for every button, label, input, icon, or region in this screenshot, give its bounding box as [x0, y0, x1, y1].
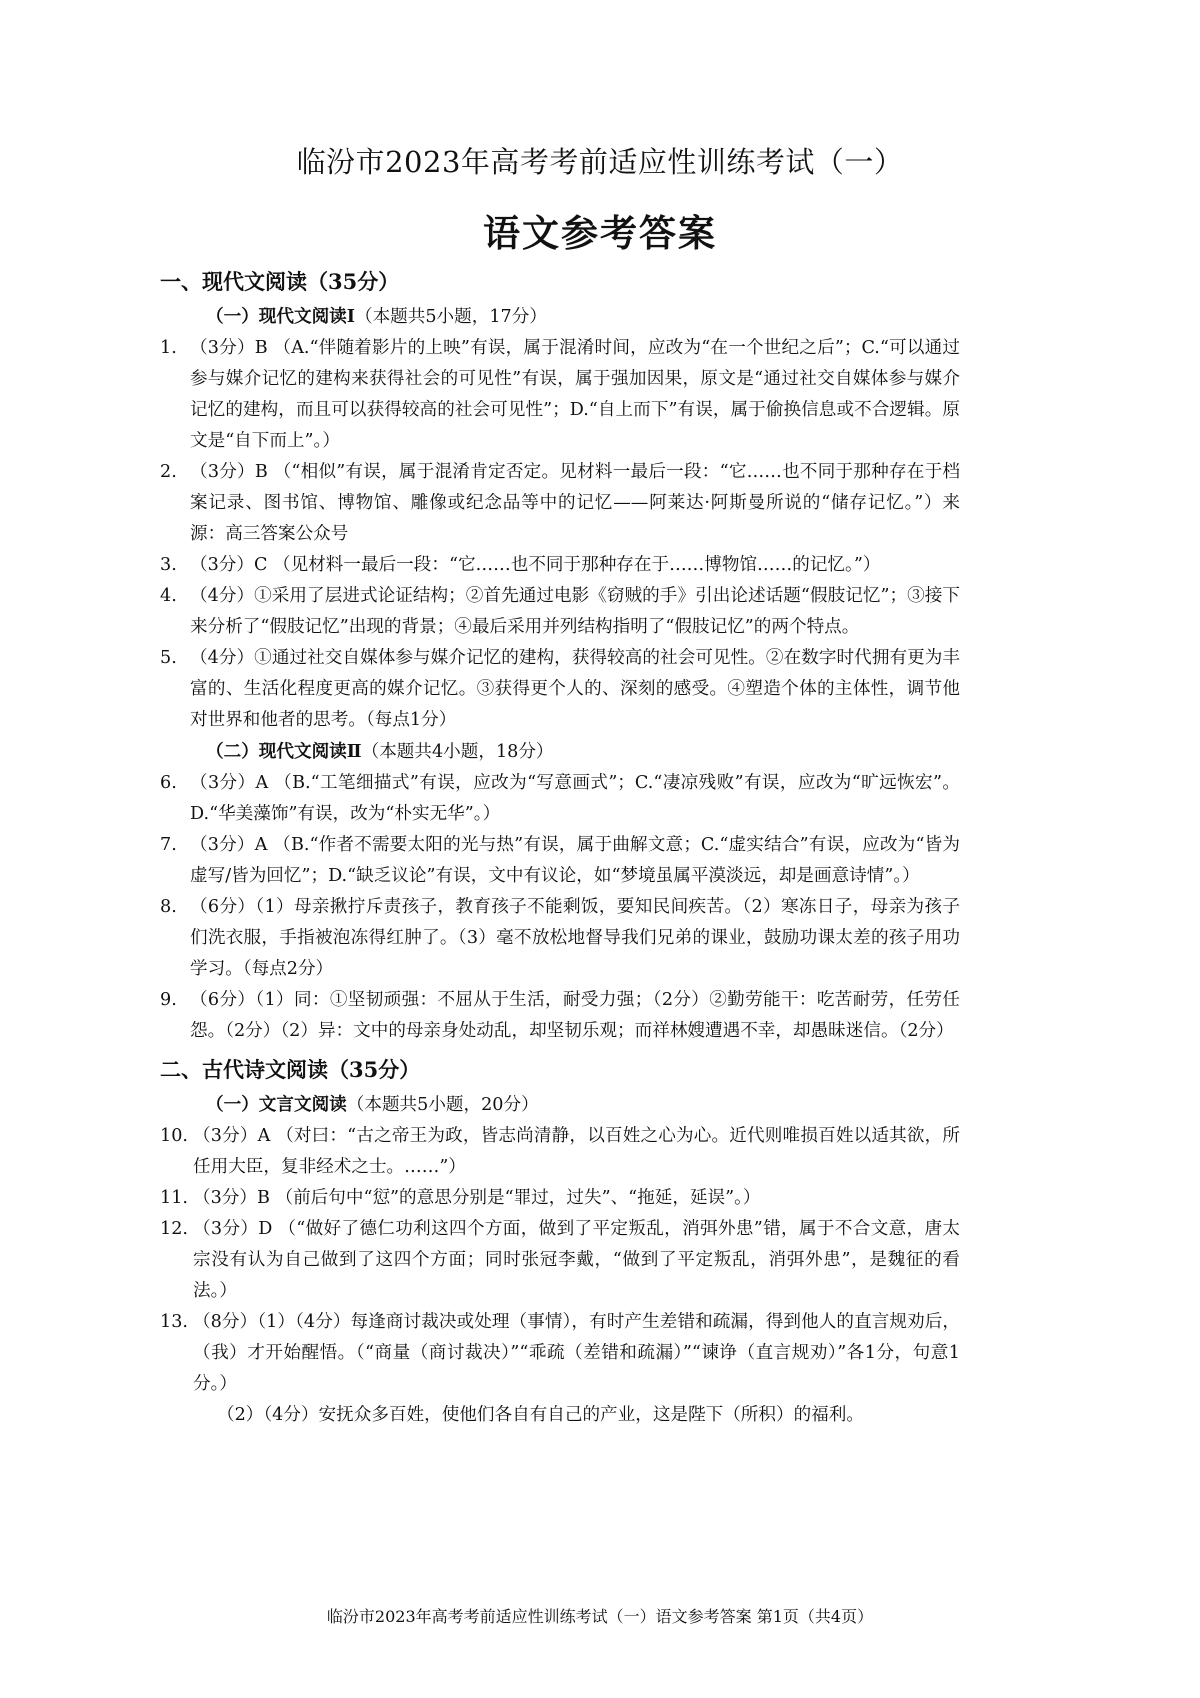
answer-number: 1. — [160, 338, 177, 358]
document-title: 临汾市2023年高考考前适应性训练考试（一） — [296, 145, 904, 179]
subsection-heading — [160, 301, 960, 333]
answer-text: （3分）A （B.“作者不需要太阳的光与热”有误，属于曲解文意；C.“虚实结合”有误，应改为“皆为虚写/皆为回忆”；D.“缺乏议论”有误，文中有议论，如“梦境虽属平漠淡远，却是画意诗情”。） — [190, 835, 960, 886]
subsection-note: （本题共5小题，20分） — [346, 1095, 539, 1115]
answer-text: （3分）D （“做好了德仁功利这四个方面，做到了平定叛乱，消弭外患”错，属于不合文意，唐太宗没有认为自己做到了这四个方面；同时张冠李戴，“做到了平定叛乱，消弭外患”，是魏征的看法。） — [193, 1219, 960, 1301]
answer-text: （3分）A （对曰：“古之帝王为政，皆志尚清静，以百姓之心为心。近代则唯损百姓以适其欲，所任用大臣，复非经术之士。……”） — [193, 1126, 960, 1177]
answer-item — [160, 768, 960, 830]
answer-number: 8. — [160, 897, 177, 917]
answer-subpart: （2）（4分）安抚众多百姓，使他们各自有自己的产业，这是陛下（所积）的福利。 — [217, 1405, 864, 1425]
subsection-label: （一）文言文阅读 — [206, 1094, 347, 1115]
answer-number: 5. — [160, 648, 177, 668]
answer-item — [160, 333, 960, 457]
answer-text: （8分）（1）（4分）每逢商讨裁决或处理（事情），有时产生差错和疏漏，得到他人的直言规劝后，（我）才开始醒悟。（“商量（商讨裁决）”“乖疏（差错和疏漏）”“谏诤（直言规劝）”各1分，句意1分。） — [193, 1312, 960, 1394]
subsection-heading — [160, 1089, 960, 1121]
answer-item — [160, 550, 960, 581]
answer-item — [160, 830, 960, 892]
subsection-note: （本题共5小题，17分） — [354, 307, 547, 327]
answer-text: （6分）（1）母亲揪拧斥责孩子，教育孩子不能剩饭，要知民间疾苦。（2）寒冻日子，母亲为孩子们洗衣服，手指被泡冻得红肿了。（3）毫不放松地督导我们兄弟的课业，鼓励功课太差的孩子用功学习。（每点2分） — [190, 897, 960, 979]
answer-number: 4. — [160, 586, 177, 606]
answer-text: （3分）A （B.“工笔细描式”有误，应改为“写意画式”；C.“凄凉残败”有误，应改为“旷远恢宏”。D.“华美藻饰”有误，改为“朴实无华”。） — [190, 773, 960, 824]
answer-text: （4分）①通过社交自媒体参与媒介记忆的建构，获得较高的社会可见性。②在数字时代拥有更为丰富的、生活化程度更高的媒介记忆。③获得更个人的、深刻的感受。④塑造个体的主体性，调节他对世界和他者的思考。（每点1分） — [190, 648, 960, 730]
answer-number: 10. — [160, 1126, 188, 1146]
answer-text: （3分）B （前后句中“愆”的意思分别是“罪过，过失”、“拖延，延误”。） — [193, 1188, 761, 1208]
answer-item — [160, 581, 960, 643]
subsection-heading — [160, 736, 960, 768]
answer-number: 9. — [160, 990, 177, 1010]
page-footer: 临汾市2023年高考考前适应性训练考试（一）语文参考答案 第1页（共4页） — [326, 1607, 874, 1626]
document-subtitle: 语文参考答案 — [483, 211, 717, 255]
answer-text: （3分）B （A.“伴随着影片的上映”有误，属于混淆时间，应改为“在一个世纪之后”；C.“可以通过参与媒介记忆的建构来获得社会的可见性”有误，属于强加因果，原文是“通过社交自媒体参与媒介记忆的建构，而且可以获得较高的社会可见性”；D.“自上而下”有误，属于偷换信息或不合逻辑。原文是“自下而上”。） — [190, 338, 960, 451]
answer-item — [160, 1307, 960, 1400]
answer-number: 11. — [160, 1188, 188, 1208]
answer-text: （3分）B （“相似”有误，属于混淆肯定否定。见材料一最后一段：“它……也不同于那种存在于档案记录、图书馆、博物馆、雕像或纪念品等中的记忆——阿莱达·阿斯曼所说的“储存记忆。”）来源：高三答案公众号 — [190, 462, 960, 544]
answer-item — [160, 643, 960, 736]
subsection-label: （一）现代文阅读Ⅰ — [206, 306, 355, 327]
answer-item — [160, 985, 960, 1047]
answer-item — [160, 892, 960, 985]
answer-text: （3分）C （见材料一最后一段：“它……也不同于那种存在于……博物馆……的记忆。”） — [190, 555, 881, 575]
answer-number: 2. — [160, 462, 177, 482]
answer-number: 13. — [160, 1312, 188, 1332]
answer-item — [160, 1214, 960, 1307]
answer-item — [160, 1121, 960, 1183]
subsection-label: （二）现代文阅读Ⅱ — [206, 741, 362, 762]
subsection-note: （本题共4小题，18分） — [361, 742, 554, 762]
answer-item — [160, 457, 960, 550]
answer-number: 6. — [160, 773, 177, 793]
answer-text: （6分）（1）同：①坚韧顽强：不屈从于生活，耐受力强；（2分）②勤劳能干：吃苦耐劳，任劳任怨。（2分）（2）异：文中的母亲身处动乱，却坚韧乐观；而祥林嫂遭遇不幸，却愚昧迷信。（2分） — [190, 990, 960, 1041]
answer-number: 7. — [160, 835, 177, 855]
answer-text: （4分）①采用了层进式论证结构；②首先通过电影《窃贼的手》引出论述话题“假肢记忆”；③接下来分析了“假肢记忆”出现的背景；④最后采用并列结构指明了“假肢记忆”的两个特点。 — [190, 586, 960, 637]
section-heading-classical-reading: 二、古代诗文阅读（35分） — [160, 1057, 421, 1082]
answer-item — [160, 1183, 960, 1214]
answer-body — [160, 263, 960, 1431]
answer-number: 3. — [160, 555, 177, 575]
section-heading-modern-reading: 一、现代文阅读（35分） — [160, 269, 400, 294]
answer-number: 12. — [160, 1219, 188, 1239]
